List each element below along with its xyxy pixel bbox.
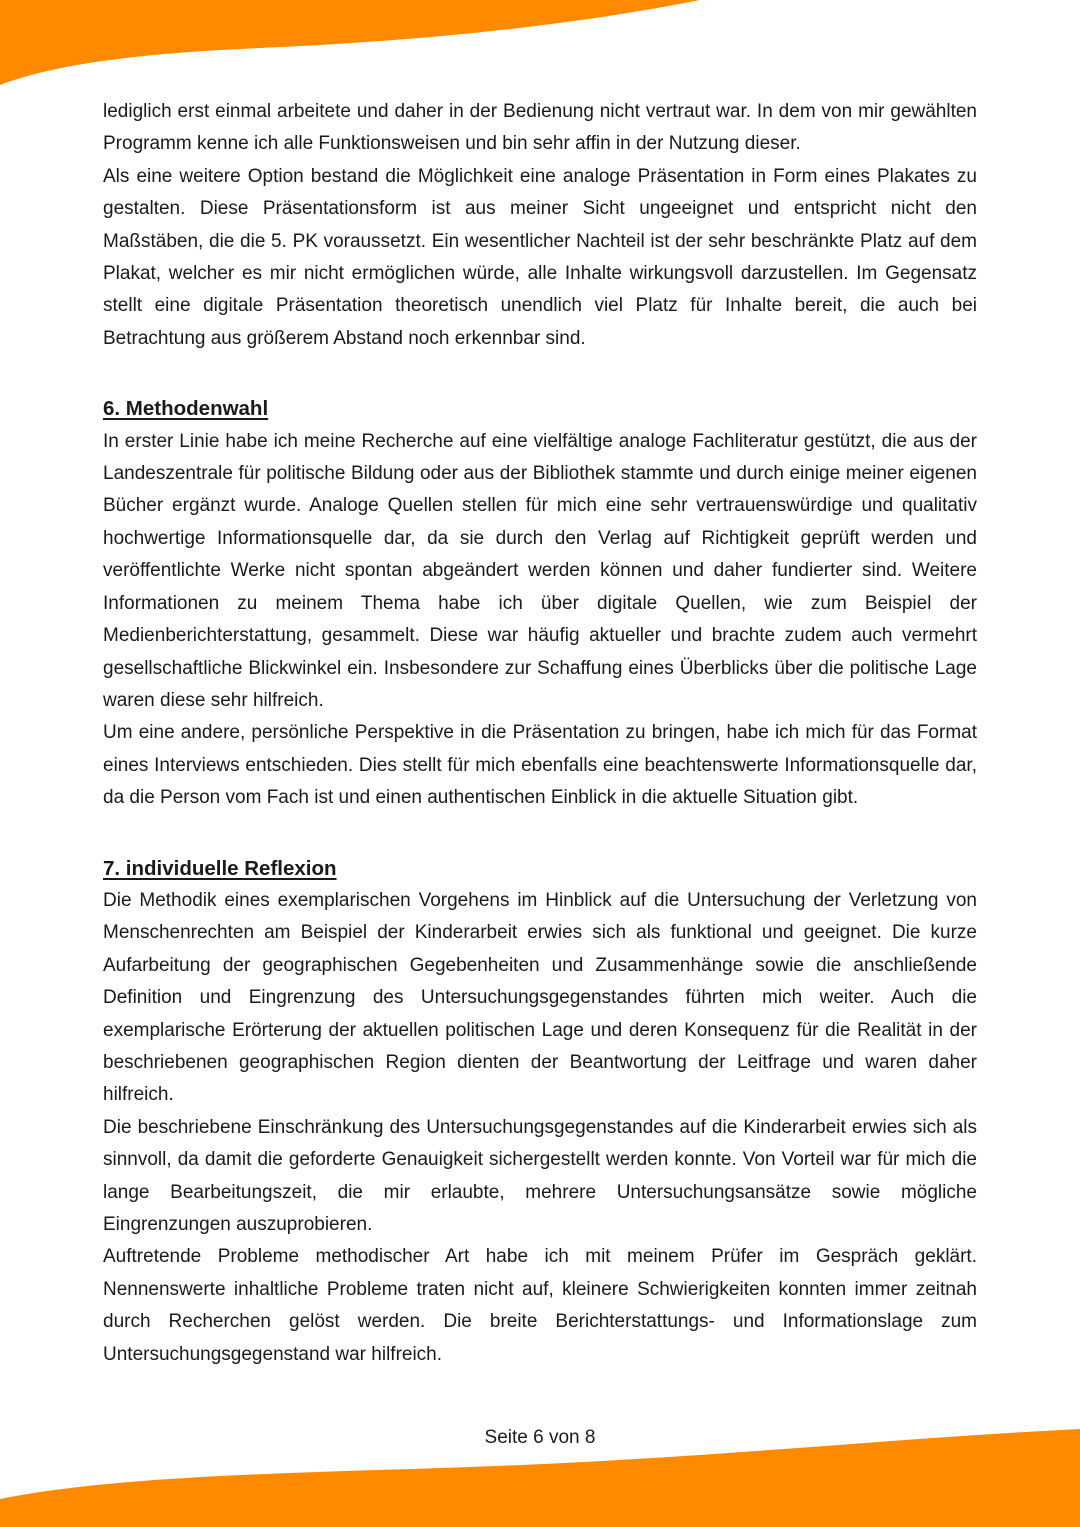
intro-paragraph-2: Als eine weitere Option bestand die Möglichkeit eine analoge Präsentation in Form eines Plakates zu gestalten. Diese Präsentationsform ist aus meiner Sicht ungeeignet und entspricht nicht den Maßstäben, die die 5. PK voraussetzt. Ein wesentlicher Nachteil ist der sehr beschränkte Platz auf dem Plakat, welcher es mir nicht ermöglichen würde, alle Inhalte wirkungsvoll darzustellen. Im Gegensatz stellt eine digitale Präsentation theoretisch unendlich viel Platz für Inhalte bereit, die auch bei Betrachtung aus größerem Abstand noch erkennbar sind. <box>103 165 977 349</box>
intro-section <box>103 96 977 355</box>
section-spacer <box>103 815 977 853</box>
methodenwahl-paragraph-2: Um eine andere, persönliche Perspektive in die Präsentation zu bringen, habe ich mich für das Format eines Interviews entschieden. Dies stellt für mich ebenfalls eine beachtenswerte Informationsquelle dar, da die Person vom Fach ist und einen authentischen Einblick in die aktuelle Situation gibt. <box>103 722 977 809</box>
decorative-wave-bottom <box>0 1427 1080 1527</box>
reflexion-paragraph-2: Die beschriebene Einschränkung des Untersuchungsgegenstandes auf die Kinderarbeit erwies sich als sinnvoll, da damit die geforderte Genauigkeit sichergestellt werden konnte. Von Vorteil war für mich die lange Bearbeitungszeit, die mir erlaubte, mehrere Untersuchungsansätze sowie mögliche Eingrenzungen auszuprobieren. <box>103 1116 977 1235</box>
page-number: Seite 6 von 8 <box>484 1427 596 1448</box>
section-heading-reflexion: 7. individuelle Reflexion <box>103 856 337 880</box>
decorative-wave-top <box>0 0 1080 90</box>
section-reflexion <box>103 853 977 1372</box>
wave-top-shape <box>0 0 700 85</box>
reflexion-paragraph-1: Die Methodik eines exemplarischen Vorgehens im Hinblick auf die Untersuchung der Verletzung von Menschenrechten am Beispiel der Kinderarbeit erwies sich als funktional und geeignet. Die kurze Aufarbeitung der geographischen Gegebenheiten und Zusammenhänge sowie die anschließende Definition und Eingrenzung des Untersuchungsgegenstandes führten mich weiter. Auch die exemplarische Erörterung der aktuellen politischen Lage und deren Konsequenz für die Realität in der beschriebenen geographischen Region dienten der Beantwortung der Leitfrage und waren daher hilfreich. <box>103 889 977 1106</box>
section-heading-methodenwahl: 6. Methodenwahl <box>103 397 269 421</box>
section-spacer <box>103 355 977 393</box>
wave-bottom-shape <box>0 1429 1080 1527</box>
reflexion-paragraph-3: Auftretende Probleme methodischer Art habe ich mit meinem Prüfer im Gespräch geklärt. Nennenswerte inhaltliche Probleme traten nicht auf, kleinere Schwierigkeiten konnten immer zeitnah durch Recherchen gelöst werden. Die breite Berichterstattungs- und Informationslage zum Untersuchungsgegenstand war hilfreich. <box>103 1246 977 1365</box>
methodenwahl-paragraph-1: In erster Linie habe ich meine Recherche auf eine vielfältige analoge Fachliteratur gestützt, die aus der Landeszentrale für politische Bildung oder aus der Bibliothek stammte und durch einige meiner eigenen Bücher ergänzt wurde. Analoge Quellen stellen für mich eine sehr vertrauenswürdige und qualitativ hochwertige Informationsquelle dar, da sie durch den Verlag auf Richtigkeit geprüft werden und veröffentlichte Werke nicht spontan abgeändert werden können und daher fundierter sind. Weitere Informationen zu meinem Thema habe ich über digitale Quellen, wie zum Beispiel der Medienberichterstattung, gesammelt. Diese war häufig aktueller und brachte zudem auch vermehrt gesellschaftliche Blickwinkel ein. Insbesondere zur Schaffung eines Überblicks über die politische Lage waren diese sehr hilfreich. <box>103 430 977 711</box>
intro-paragraph-1: lediglich erst einmal arbeitete und daher in der Bedienung nicht vertraut war. In dem von mir gewählten Programm kenne ich alle Funktionsweisen und bin sehr affin in der Nutzung dieser. <box>103 101 977 155</box>
document-body <box>103 96 977 1371</box>
section-methodenwahl <box>103 393 977 814</box>
